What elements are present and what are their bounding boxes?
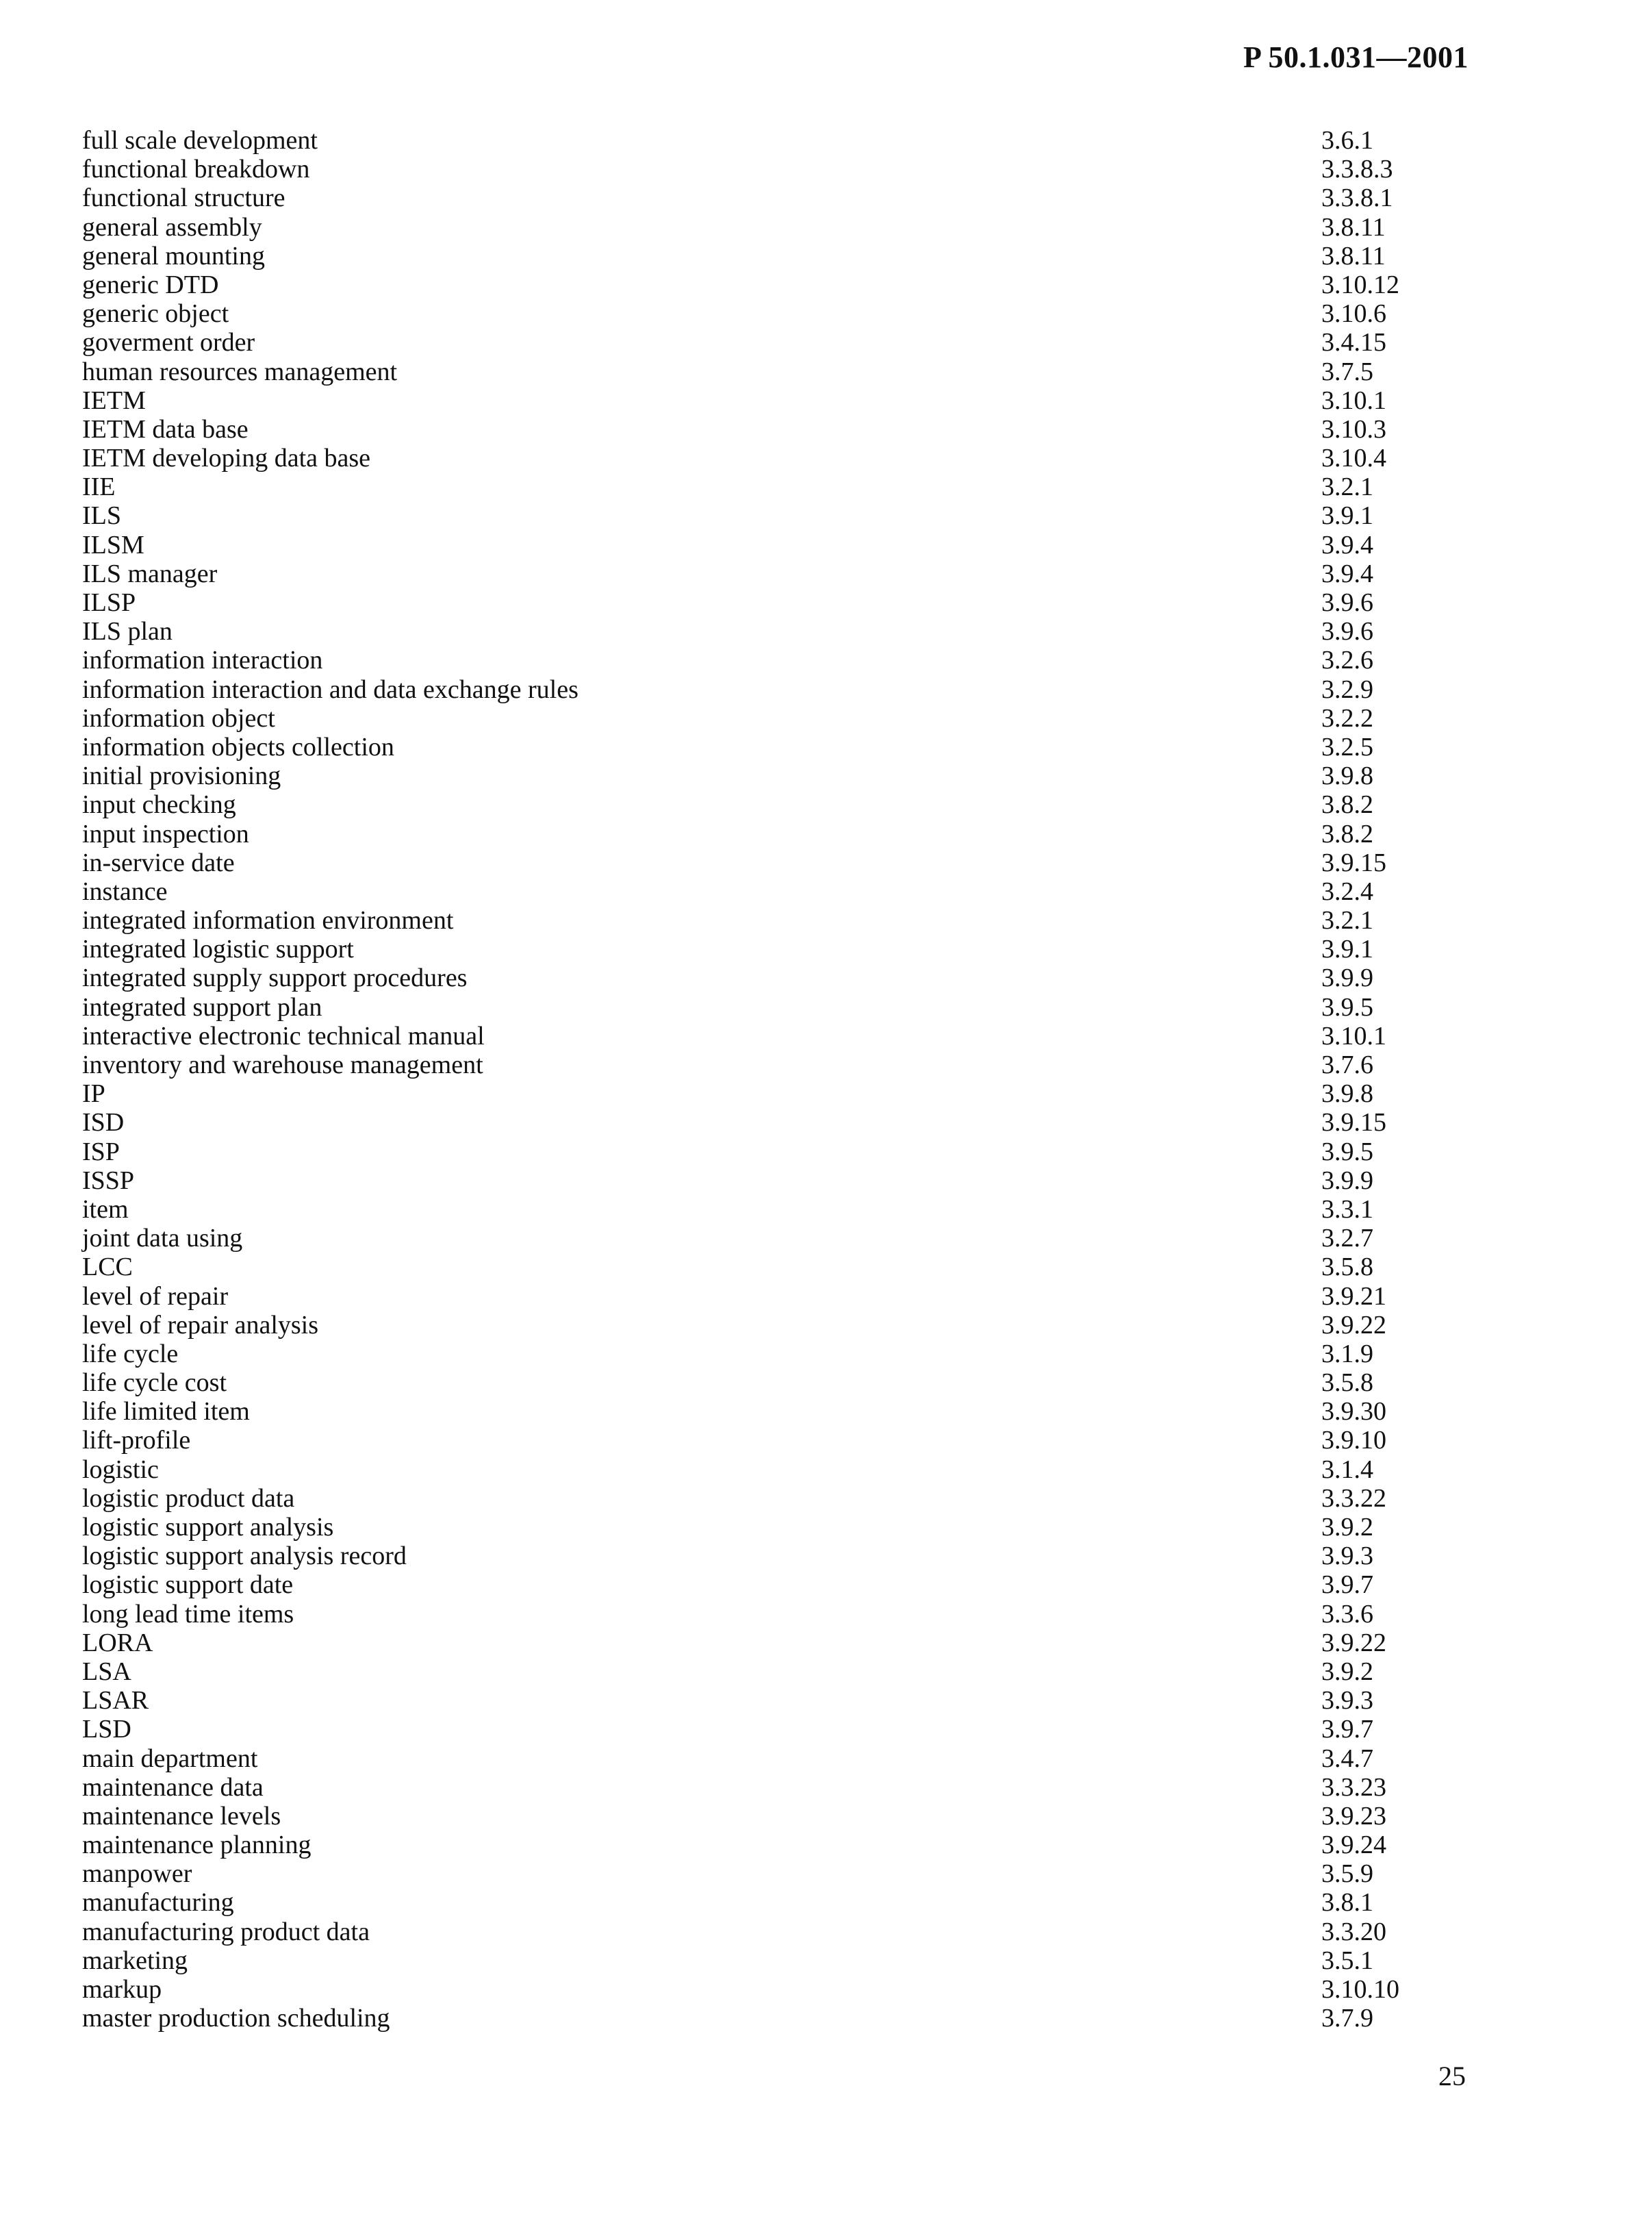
- index-entry: [82, 2004, 1445, 2033]
- index-entry: [82, 1108, 1445, 1137]
- index-term: ISSP: [82, 1166, 135, 1195]
- index-entry: [82, 1918, 1445, 1946]
- index-section-ref: 3.2.9: [1321, 675, 1373, 704]
- index-entry: [82, 1484, 1445, 1513]
- index-section-ref: 3.3.8.3: [1321, 155, 1393, 184]
- index-term: ILSP: [82, 588, 136, 617]
- index-term: integrated logistic support: [82, 935, 354, 964]
- index-section-ref: 3.9.22: [1321, 1310, 1386, 1340]
- index-section-ref: 3.10.1: [1321, 1021, 1386, 1051]
- index-section-ref: 3.9.9: [1321, 1166, 1373, 1195]
- index-term: ILS plan: [82, 617, 173, 646]
- index-term: ILS manager: [82, 559, 218, 588]
- index-term: information interaction: [82, 646, 323, 675]
- index-entry: [82, 1311, 1445, 1340]
- document-code-header: P 50.1.031—2001: [1243, 40, 1469, 74]
- index-section-ref: 3.3.22: [1321, 1483, 1386, 1513]
- index-term: integrated support plan: [82, 992, 322, 1022]
- index-entry: [82, 1079, 1445, 1108]
- index-section-ref: 3.5.8: [1321, 1253, 1373, 1282]
- index-section-ref: 3.10.1: [1321, 386, 1386, 415]
- index-entry: [82, 617, 1445, 646]
- index-section-ref: 3.9.6: [1321, 617, 1373, 646]
- index-term: manpower: [82, 1859, 192, 1889]
- index-section-ref: 3.9.4: [1321, 530, 1373, 560]
- index-entry: [82, 415, 1445, 444]
- index-entry: [82, 1686, 1445, 1715]
- index-section-ref: 3.9.15: [1321, 848, 1386, 877]
- index-section-ref: 3.9.7: [1321, 1715, 1373, 1744]
- index-term: main department: [82, 1744, 258, 1773]
- index-section-ref: 3.9.4: [1321, 559, 1373, 588]
- index-entry: [82, 646, 1445, 675]
- index-entry: [82, 964, 1445, 992]
- index-term: input inspection: [82, 819, 249, 848]
- index-entry: [82, 993, 1445, 1022]
- index-entry: [82, 935, 1445, 964]
- index-term: information object: [82, 703, 275, 733]
- index-entry: [82, 1773, 1445, 1802]
- index-entry: [82, 386, 1445, 415]
- index-term: logistic: [82, 1455, 159, 1484]
- index-section-ref: 3.3.6: [1321, 1599, 1373, 1629]
- index-entry: [82, 299, 1445, 328]
- index-entry: [82, 560, 1445, 588]
- index-term: logistic product data: [82, 1483, 295, 1513]
- index-entry: [82, 1253, 1445, 1281]
- index-entry: [82, 1946, 1445, 1975]
- index-entry: [82, 328, 1445, 357]
- index-entry: [82, 1137, 1445, 1166]
- index-term: markup: [82, 1975, 162, 2004]
- index-term: ISD: [82, 1108, 125, 1137]
- index-term: information interaction and data exchange rules: [82, 675, 579, 704]
- index-entry: [82, 1657, 1445, 1686]
- index-entry: [82, 1859, 1445, 1888]
- index-term: item: [82, 1194, 129, 1224]
- page-number: 25: [1438, 2061, 1466, 2091]
- index-term: integrated supply support procedures: [82, 964, 468, 993]
- index-section-ref: 3.2.6: [1321, 646, 1373, 675]
- index-section-ref: 3.9.23: [1321, 1801, 1386, 1831]
- index-term: life cycle cost: [82, 1368, 227, 1398]
- index-term: ILS: [82, 501, 121, 531]
- index-section-ref: 3.8.2: [1321, 819, 1373, 848]
- index-entry: [82, 1600, 1445, 1629]
- index-term: LSD: [82, 1715, 131, 1744]
- index-entry: [82, 1744, 1445, 1773]
- index-entry: [82, 1022, 1445, 1051]
- index-entry: [82, 906, 1445, 935]
- index-section-ref: 3.2.4: [1321, 877, 1373, 906]
- index-term: life cycle: [82, 1339, 179, 1368]
- index-entry: [82, 1629, 1445, 1657]
- index-section-ref: 3.5.9: [1321, 1859, 1373, 1889]
- index-section-ref: 3.2.1: [1321, 906, 1373, 935]
- index-entry: [82, 155, 1445, 184]
- index-entry: [82, 126, 1445, 155]
- index-section-ref: 3.9.9: [1321, 964, 1373, 993]
- index-section-ref: 3.8.2: [1321, 790, 1373, 820]
- index-term: general mounting: [82, 241, 265, 271]
- index-entry: [82, 1397, 1445, 1426]
- index-entry: [82, 184, 1445, 212]
- index-term: instance: [82, 877, 168, 906]
- index-section-ref: 3.7.5: [1321, 357, 1373, 386]
- index-entry: [82, 271, 1445, 299]
- index-section-ref: 3.2.1: [1321, 473, 1373, 502]
- index-term: functional structure: [82, 184, 285, 213]
- index-section-ref: 3.3.8.1: [1321, 184, 1393, 213]
- index-entry: [82, 501, 1445, 530]
- index-term: logistic support analysis record: [82, 1542, 407, 1571]
- index-term: maintenance planning: [82, 1831, 312, 1860]
- index-section-ref: 3.5.1: [1321, 1946, 1373, 1975]
- index-term: manufacturing: [82, 1888, 234, 1918]
- index-section-ref: 3.9.21: [1321, 1281, 1386, 1311]
- index-term: LSAR: [82, 1686, 149, 1715]
- index-term: initial provisioning: [82, 762, 281, 791]
- index-entry: [82, 1195, 1445, 1224]
- index-term: full scale development: [82, 126, 318, 155]
- index-section-ref: 3.3.1: [1321, 1194, 1373, 1224]
- index-term: ILSM: [82, 530, 144, 560]
- index-entry: [82, 704, 1445, 733]
- index-entry: [82, 357, 1445, 386]
- index-section-ref: 3.9.24: [1321, 1831, 1386, 1860]
- index-section-ref: 3.9.8: [1321, 762, 1373, 791]
- index-term: LORA: [82, 1628, 153, 1657]
- index-term: LSA: [82, 1657, 131, 1686]
- index-section-ref: 3.7.9: [1321, 2004, 1373, 2033]
- index-entry: [82, 820, 1445, 848]
- index-term: in-service date: [82, 848, 235, 877]
- index-term: lift-profile: [82, 1426, 191, 1455]
- index-term: functional breakdown: [82, 155, 310, 184]
- index-term: generic DTD: [82, 270, 219, 299]
- index-entry: [82, 1426, 1445, 1455]
- index-entry: [82, 588, 1445, 617]
- index-term: IETM: [82, 386, 146, 415]
- index-entry: [82, 1570, 1445, 1599]
- index-term: IP: [82, 1079, 105, 1109]
- index-entry: [82, 242, 1445, 271]
- index-entry: [82, 1888, 1445, 1917]
- index-term: inventory and warehouse management: [82, 1051, 483, 1079]
- index-entry: [82, 790, 1445, 819]
- index-entry: [82, 1831, 1445, 1859]
- index-term: interactive electronic technical manual: [82, 1021, 485, 1051]
- index-term: IETM developing data base: [82, 444, 371, 473]
- index-section-ref: 3.2.7: [1321, 1224, 1373, 1253]
- index-section-ref: 3.9.1: [1321, 501, 1373, 531]
- index-term: LCC: [82, 1253, 133, 1282]
- index-entry: [82, 675, 1445, 704]
- index-term: life limited item: [82, 1397, 250, 1426]
- index-section-ref: 3.3.20: [1321, 1917, 1386, 1946]
- index-section-ref: 3.9.5: [1321, 992, 1373, 1022]
- index-section-ref: 3.5.8: [1321, 1368, 1373, 1398]
- index-section-ref: 3.2.2: [1321, 703, 1373, 733]
- index-entry: [82, 213, 1445, 242]
- index-section-ref: 3.9.1: [1321, 935, 1373, 964]
- index-term: IETM data base: [82, 414, 249, 444]
- index-term: maintenance levels: [82, 1801, 281, 1831]
- index-term: ISP: [82, 1137, 120, 1166]
- index-term: goverment order: [82, 328, 255, 357]
- index-section-ref: 3.9.3: [1321, 1686, 1373, 1715]
- index-section-ref: 3.2.5: [1321, 732, 1373, 762]
- index-term: input checking: [82, 790, 236, 820]
- index-entry: [82, 877, 1445, 906]
- index-term: maintenance data: [82, 1772, 264, 1802]
- index-entry: [82, 1542, 1445, 1570]
- index-section-ref: 3.7.6: [1321, 1051, 1373, 1079]
- index-entry: [82, 1802, 1445, 1831]
- index-entry: [82, 848, 1445, 877]
- index-entry: [82, 1715, 1445, 1744]
- index-term: master production scheduling: [82, 2004, 390, 2033]
- index-entry: [82, 1282, 1445, 1311]
- index-entry: [82, 733, 1445, 762]
- index-term: level of repair: [82, 1281, 229, 1311]
- index-section-ref: 3.9.8: [1321, 1079, 1373, 1109]
- term-index-list: [82, 126, 1445, 2033]
- index-term: general assembly: [82, 212, 262, 242]
- index-entry: [82, 1455, 1445, 1484]
- index-term: IIE: [82, 473, 116, 502]
- index-section-ref: 3.9.22: [1321, 1628, 1386, 1657]
- index-entry: [82, 1166, 1445, 1195]
- index-term: level of repair analysis: [82, 1310, 319, 1340]
- index-entry: [82, 1975, 1445, 2004]
- index-section-ref: 3.9.2: [1321, 1657, 1373, 1686]
- index-section-ref: 3.3.23: [1321, 1772, 1386, 1802]
- index-term: integrated information environment: [82, 906, 454, 935]
- index-entry: [82, 444, 1445, 473]
- index-term: logistic support date: [82, 1570, 294, 1600]
- index-section-ref: 3.8.11: [1321, 212, 1386, 242]
- index-term: manufacturing product data: [82, 1917, 370, 1946]
- index-section-ref: 3.8.11: [1321, 241, 1386, 271]
- index-section-ref: 3.1.4: [1321, 1455, 1373, 1484]
- index-entry: [82, 473, 1445, 501]
- index-section-ref: 3.4.15: [1321, 328, 1386, 357]
- index-section-ref: 3.9.3: [1321, 1542, 1373, 1571]
- index-section-ref: 3.4.7: [1321, 1744, 1373, 1773]
- index-section-ref: 3.9.7: [1321, 1570, 1373, 1600]
- index-term: generic object: [82, 299, 229, 329]
- index-section-ref: 3.10.4: [1321, 444, 1386, 473]
- index-section-ref: 3.9.10: [1321, 1426, 1386, 1455]
- index-term: human resources management: [82, 357, 398, 386]
- index-section-ref: 3.10.3: [1321, 414, 1386, 444]
- index-section-ref: 3.6.1: [1321, 126, 1373, 155]
- index-section-ref: 3.1.9: [1321, 1339, 1373, 1368]
- index-entry: [82, 1340, 1445, 1368]
- index-term: logistic support analysis: [82, 1513, 334, 1542]
- index-section-ref: 3.10.12: [1321, 270, 1399, 299]
- index-section-ref: 3.9.5: [1321, 1137, 1373, 1166]
- index-section-ref: 3.9.15: [1321, 1108, 1386, 1137]
- index-entry: [82, 762, 1445, 790]
- index-entry: [82, 531, 1445, 560]
- index-entry: [82, 1368, 1445, 1397]
- index-entry: [82, 1513, 1445, 1542]
- index-entry: [82, 1224, 1445, 1253]
- index-section-ref: 3.10.6: [1321, 299, 1386, 329]
- index-section-ref: 3.8.1: [1321, 1888, 1373, 1918]
- index-section-ref: 3.9.6: [1321, 588, 1373, 617]
- index-term: joint data using: [82, 1224, 243, 1253]
- index-section-ref: 3.10.10: [1321, 1975, 1399, 2004]
- index-section-ref: 3.9.2: [1321, 1513, 1373, 1542]
- index-term: information objects collection: [82, 732, 394, 762]
- index-term: long lead time items: [82, 1599, 294, 1629]
- index-section-ref: 3.9.30: [1321, 1397, 1386, 1426]
- index-term: marketing: [82, 1946, 188, 1975]
- index-entry: [82, 1051, 1445, 1079]
